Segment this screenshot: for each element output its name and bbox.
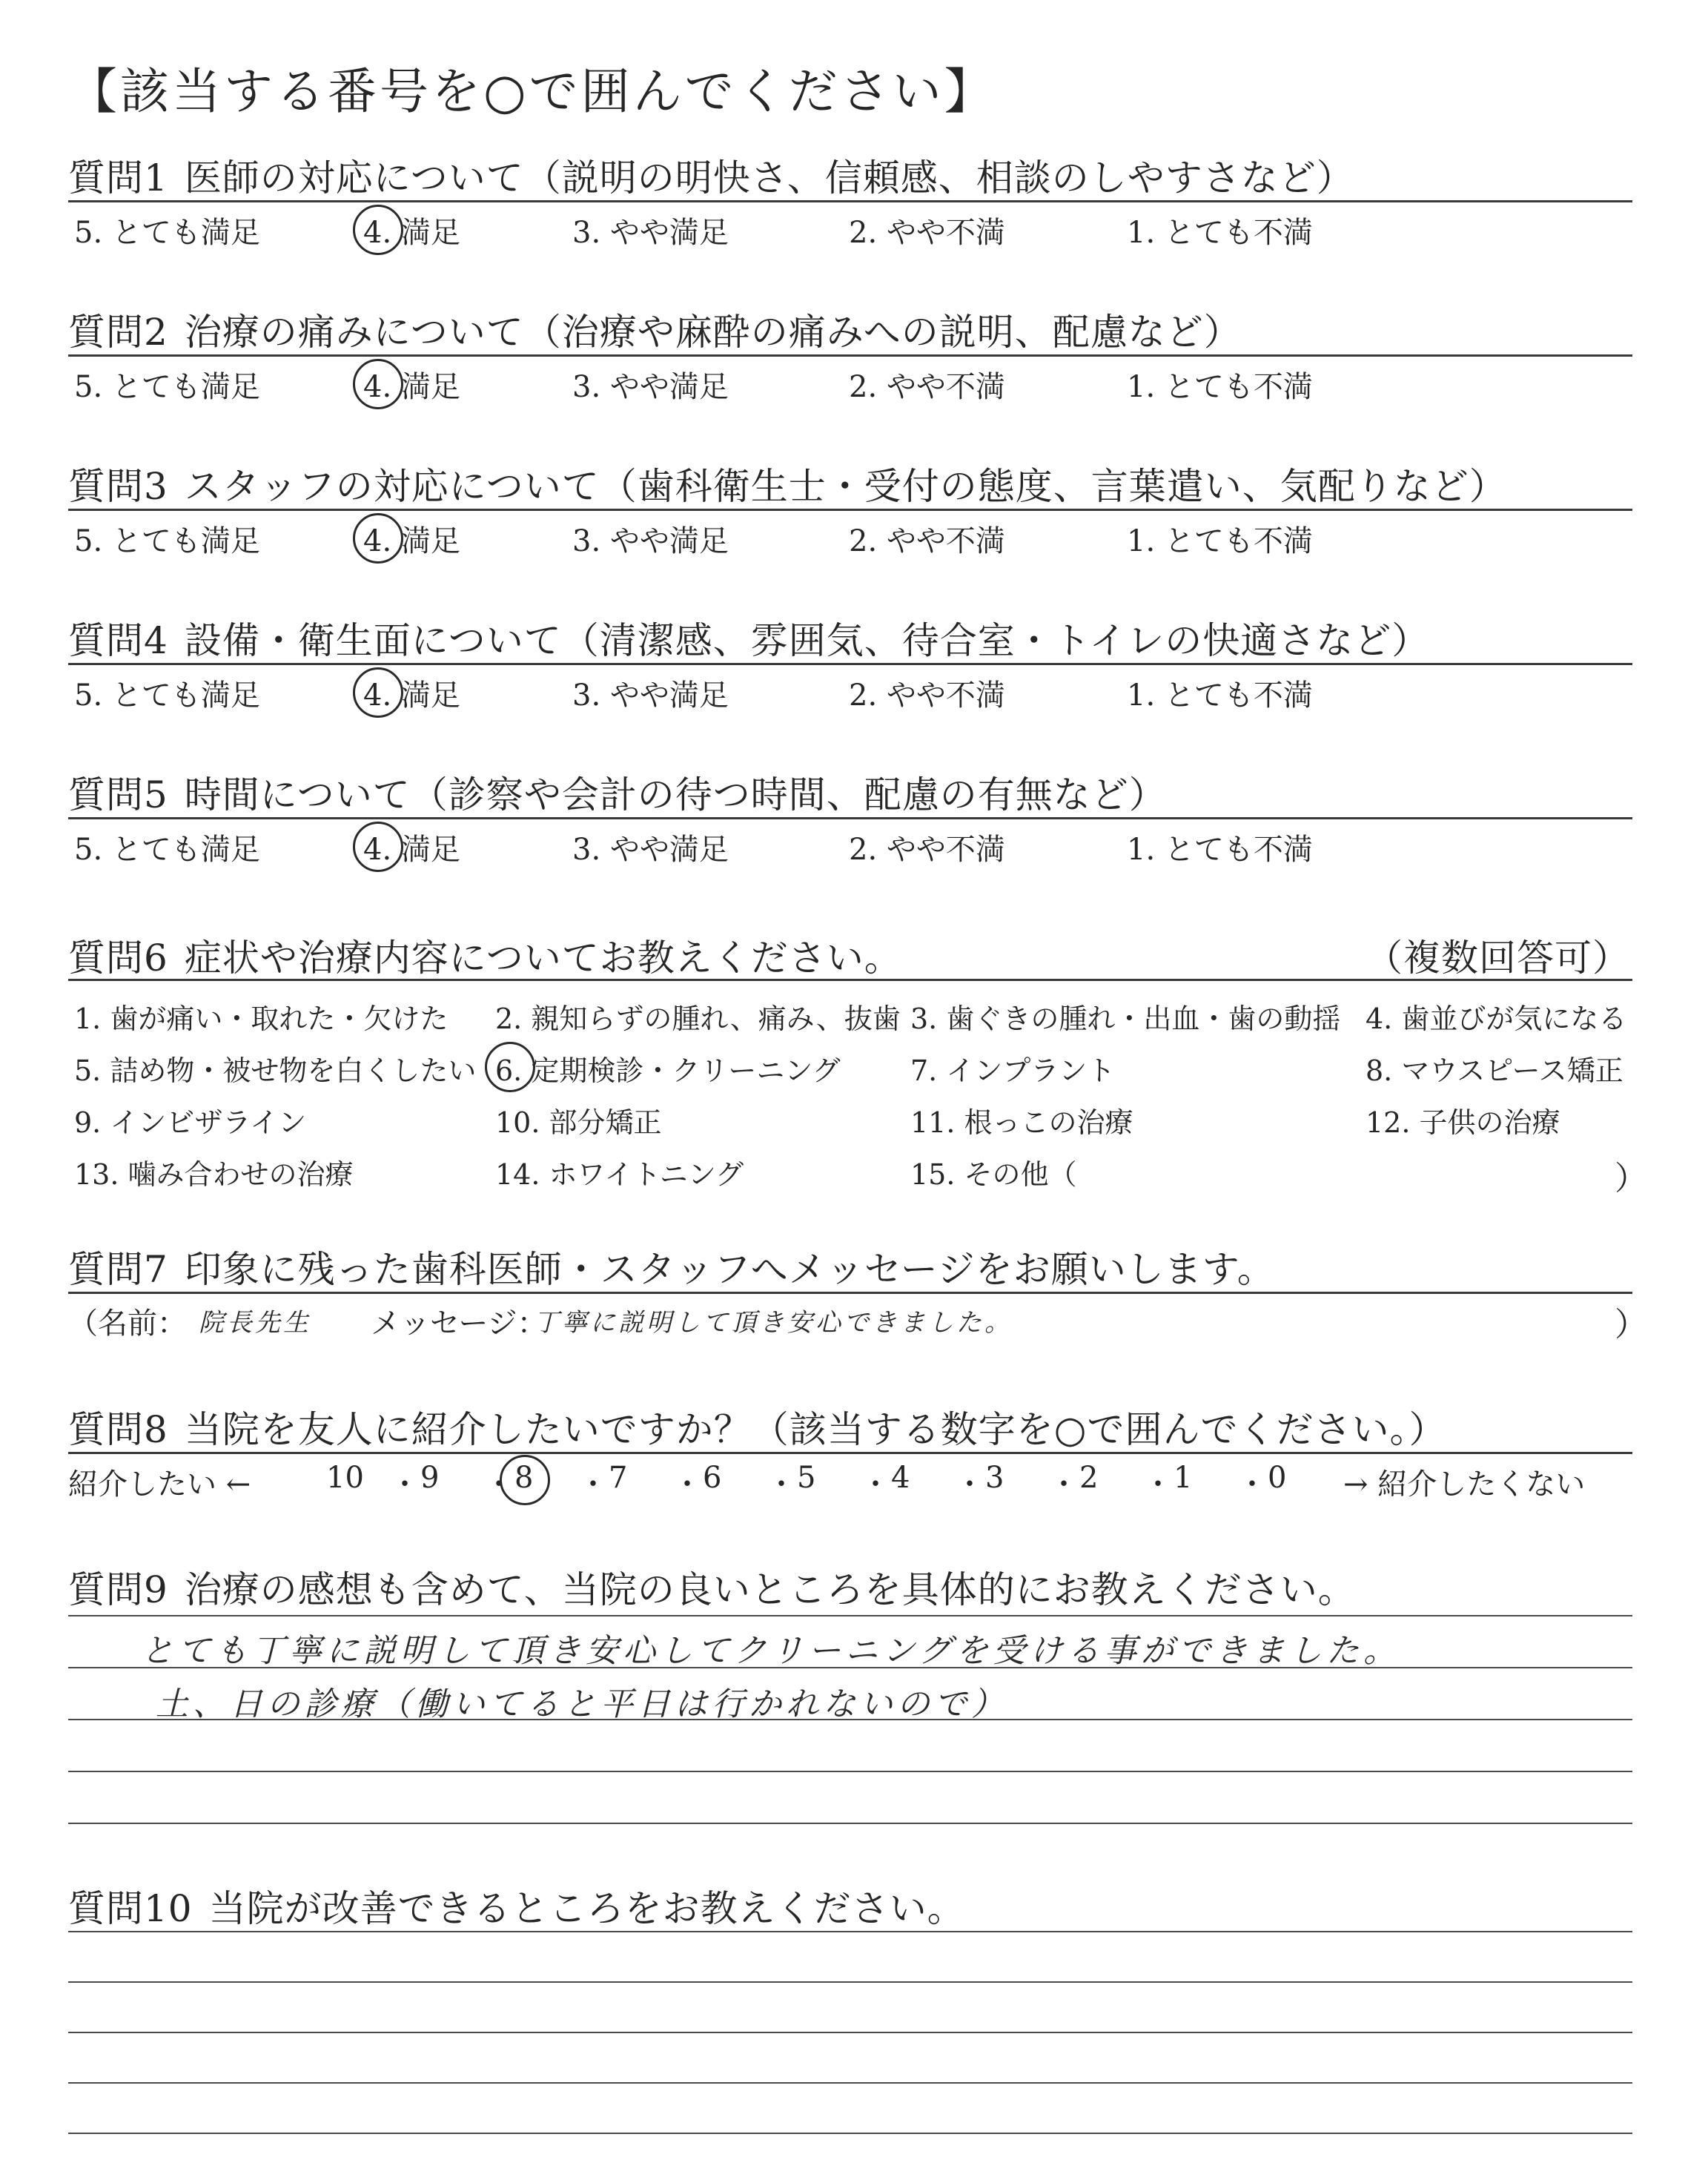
q8-scale-separator: ・	[1049, 1467, 1079, 1502]
q5-selected-circle	[353, 822, 403, 872]
q10-number: 質問10	[68, 1887, 193, 1930]
q7-rule	[68, 1292, 1632, 1294]
q3-option-3[interactable]: 3. やや満足	[572, 524, 729, 558]
q1-number: 質問1	[68, 156, 168, 199]
q6-option-10[interactable]: 10. 部分矯正	[495, 1106, 662, 1139]
q10-line-1	[68, 1931, 1632, 1932]
q1-option-3[interactable]: 3. やや満足	[572, 216, 729, 250]
q8-number: 質問8	[68, 1408, 168, 1451]
q2-option-4[interactable]: 4. 満足	[363, 370, 460, 404]
q8-scale-separator: ・	[1143, 1467, 1173, 1502]
q8-selected-circle	[500, 1455, 550, 1505]
q3-number: 質問3	[68, 465, 168, 508]
q1-rule	[68, 200, 1632, 202]
q2-text: 治療の痛みについて（治療や麻酔の痛みへの説明、配慮など）	[184, 311, 1242, 354]
q8-scale-separator: ・	[672, 1467, 702, 1502]
q6-option-14[interactable]: 14. ホワイトニング	[495, 1158, 744, 1191]
q8-scale-2[interactable]: 2	[1079, 1461, 1099, 1495]
q10-line-2	[68, 1981, 1632, 1983]
q5-text: 時間について（診察や会計の待つ時間、配慮の有無など）	[184, 773, 1167, 816]
q6-option-15[interactable]: 15. その他（	[910, 1158, 1077, 1191]
q9-title	[68, 1560, 1356, 1614]
q5-option-1[interactable]: 1. とても不満	[1127, 833, 1313, 867]
q6-close-paren: ）	[1615, 1160, 1647, 1198]
q6-option-9[interactable]: 9. インビザライン	[74, 1106, 307, 1139]
q8-scale-separator: ・	[955, 1467, 984, 1502]
q8-right-label: → 紹介したくない	[1343, 1467, 1586, 1502]
q9-answer-line-2[interactable]: 土、日の診療（働いてると平日は行かれないので）	[156, 1685, 1008, 1723]
q8-scale-separator: ・	[1237, 1467, 1267, 1502]
q7-message-value[interactable]: 丁寧に説明して頂き安心できました。	[534, 1308, 1013, 1338]
q5-rule	[68, 817, 1632, 819]
q4-option-5[interactable]: 5. とても満足	[74, 678, 260, 713]
q2-selected-circle	[353, 359, 403, 409]
q2-option-1[interactable]: 1. とても不満	[1127, 370, 1313, 404]
q8-scale-separator: ・	[578, 1467, 608, 1502]
q6-note: （複数回答可）	[1366, 937, 1630, 980]
q8-scale-separator: ・	[390, 1467, 420, 1502]
q8-scale-separator: ・	[484, 1467, 514, 1502]
q6-option-1[interactable]: 1. 歯が痛い・取れた・欠けた	[74, 1003, 448, 1035]
q7-title	[68, 1240, 1275, 1293]
q9-line-1	[68, 1615, 1632, 1616]
q2-option-2[interactable]: 2. やや不満	[849, 370, 1005, 404]
q8-scale-7[interactable]: 7	[609, 1461, 628, 1495]
q5-option-5[interactable]: 5. とても満足	[74, 833, 260, 867]
q9-line-3	[68, 1719, 1632, 1720]
q7-name-value[interactable]: 院長先生	[199, 1308, 311, 1338]
q6-rule	[68, 979, 1632, 981]
q8-rule	[68, 1452, 1632, 1454]
q6-selected-circle	[485, 1042, 535, 1092]
q8-scale-9[interactable]: 9	[420, 1461, 440, 1495]
q8-scale-separator: ・	[767, 1467, 796, 1502]
q4-option-1[interactable]: 1. とても不満	[1127, 678, 1313, 713]
q1-option-4[interactable]: 4. 満足	[363, 216, 460, 250]
q2-title	[68, 303, 1242, 356]
q5-option-3[interactable]: 3. やや満足	[572, 833, 729, 867]
q6-title	[68, 928, 902, 982]
q5-number: 質問5	[68, 773, 168, 816]
q5-option-4[interactable]: 4. 満足	[363, 833, 460, 867]
q6-option-11[interactable]: 11. 根っこの治療	[910, 1106, 1133, 1139]
q4-option-4[interactable]: 4. 満足	[363, 678, 460, 713]
q9-number: 質問9	[68, 1568, 168, 1611]
q1-selected-circle	[353, 205, 403, 255]
q3-option-5[interactable]: 5. とても満足	[74, 524, 260, 558]
q1-title	[68, 148, 1354, 202]
q8-scale-8[interactable]: 8	[514, 1461, 534, 1495]
q8-scale-1[interactable]: 1	[1174, 1461, 1193, 1495]
q8-scale-5[interactable]: 5	[797, 1461, 816, 1495]
q4-rule	[68, 663, 1632, 665]
q9-answer-line-1[interactable]: とても丁寧に説明して頂き安心してクリーニングを受ける事ができました。	[141, 1632, 1401, 1670]
q8-left-label: 紹介したい ←	[68, 1467, 251, 1502]
q6-option-7[interactable]: 7. インプラント	[910, 1054, 1116, 1087]
q2-option-3[interactable]: 3. やや満足	[572, 370, 729, 404]
q5-option-2[interactable]: 2. やや不満	[849, 833, 1005, 867]
q6-option-2[interactable]: 2. 親知らずの腫れ、痛み、抜歯	[495, 1003, 901, 1035]
q6-option-6[interactable]: 6. 定期検診・クリーニング	[495, 1054, 841, 1087]
q4-option-2[interactable]: 2. やや不満	[849, 678, 1005, 713]
q2-number: 質問2	[68, 311, 168, 354]
q10-text: 当院が改善できるところをお教えください。	[208, 1887, 965, 1930]
q6-option-8[interactable]: 8. マウスピース矯正	[1366, 1054, 1623, 1087]
q8-scale-6[interactable]: 6	[703, 1461, 722, 1495]
q1-option-1[interactable]: 1. とても不満	[1127, 216, 1313, 250]
q1-option-2[interactable]: 2. やや不満	[849, 216, 1005, 250]
page-header: 【該当する番号を○で囲んでください】	[68, 63, 996, 120]
q6-option-3[interactable]: 3. 歯ぐきの腫れ・出血・歯の動揺	[910, 1003, 1341, 1035]
q7-name-label: （名前：	[68, 1307, 187, 1341]
q3-title	[68, 457, 1507, 510]
q3-option-1[interactable]: 1. とても不満	[1127, 524, 1313, 558]
q7-message-label: メッセージ：	[371, 1307, 547, 1341]
q6-option-5[interactable]: 5. 詰め物・被せ物を白くしたい	[74, 1054, 477, 1087]
q2-option-5[interactable]: 5. とても満足	[74, 370, 260, 404]
q6-text: 症状や治療内容についてお教えください。	[184, 937, 902, 980]
q3-rule	[68, 509, 1632, 511]
q8-title	[68, 1400, 1446, 1453]
q4-title	[68, 611, 1429, 664]
q7-close-paren: ）	[1615, 1306, 1647, 1344]
q9-line-4	[68, 1771, 1632, 1772]
q10-title	[68, 1879, 965, 1932]
q9-line-5	[68, 1823, 1632, 1824]
q9-text: 治療の感想も含めて、当院の良いところを具体的にお教えください。	[184, 1568, 1356, 1611]
q3-selected-circle	[353, 513, 403, 564]
q4-selected-circle	[353, 667, 403, 718]
q10-line-3	[68, 2032, 1632, 2033]
q10-line-5	[68, 2133, 1632, 2134]
q6-number: 質問6	[68, 937, 168, 980]
q2-rule	[68, 354, 1632, 357]
q4-text: 設備・衛生面について（清潔感、雰囲気、待合室・トイレの快適さなど）	[184, 619, 1430, 662]
q6-option-12[interactable]: 12. 子供の治療	[1366, 1106, 1560, 1139]
q3-option-2[interactable]: 2. やや不満	[849, 524, 1005, 558]
q8-scale-separator: ・	[861, 1467, 890, 1502]
q10-line-4	[68, 2082, 1632, 2084]
q5-title	[68, 765, 1167, 819]
q8-scale-4[interactable]: 4	[891, 1461, 910, 1495]
q8-scale-10[interactable]: 10	[326, 1461, 364, 1495]
q4-number: 質問4	[68, 619, 168, 662]
q6-option-13[interactable]: 13. 噛み合わせの治療	[74, 1158, 354, 1191]
q9-line-2	[68, 1667, 1632, 1668]
q8-scale-0[interactable]: 0	[1268, 1461, 1287, 1495]
q6-option-4[interactable]: 4. 歯並びが気になる	[1366, 1003, 1627, 1035]
q7-number: 質問7	[68, 1248, 168, 1291]
q7-text: 印象に残った歯科医師・スタッフへメッセージをお願いします。	[184, 1248, 1275, 1291]
q1-option-5[interactable]: 5. とても満足	[74, 216, 260, 250]
q3-text: スタッフの対応について（歯科衛生士・受付の態度、言葉遣い、気配りなど）	[184, 465, 1507, 508]
q4-option-3[interactable]: 3. やや満足	[572, 678, 729, 713]
q3-option-4[interactable]: 4. 満足	[363, 524, 460, 558]
q8-text: 当院を友人に紹介したいですか？（該当する数字を○で囲んでください。）	[184, 1408, 1447, 1451]
q8-scale-3[interactable]: 3	[985, 1461, 1004, 1495]
q1-text: 医師の対応について（説明の明快さ、信頼感、相談のしやすさなど）	[184, 156, 1354, 199]
